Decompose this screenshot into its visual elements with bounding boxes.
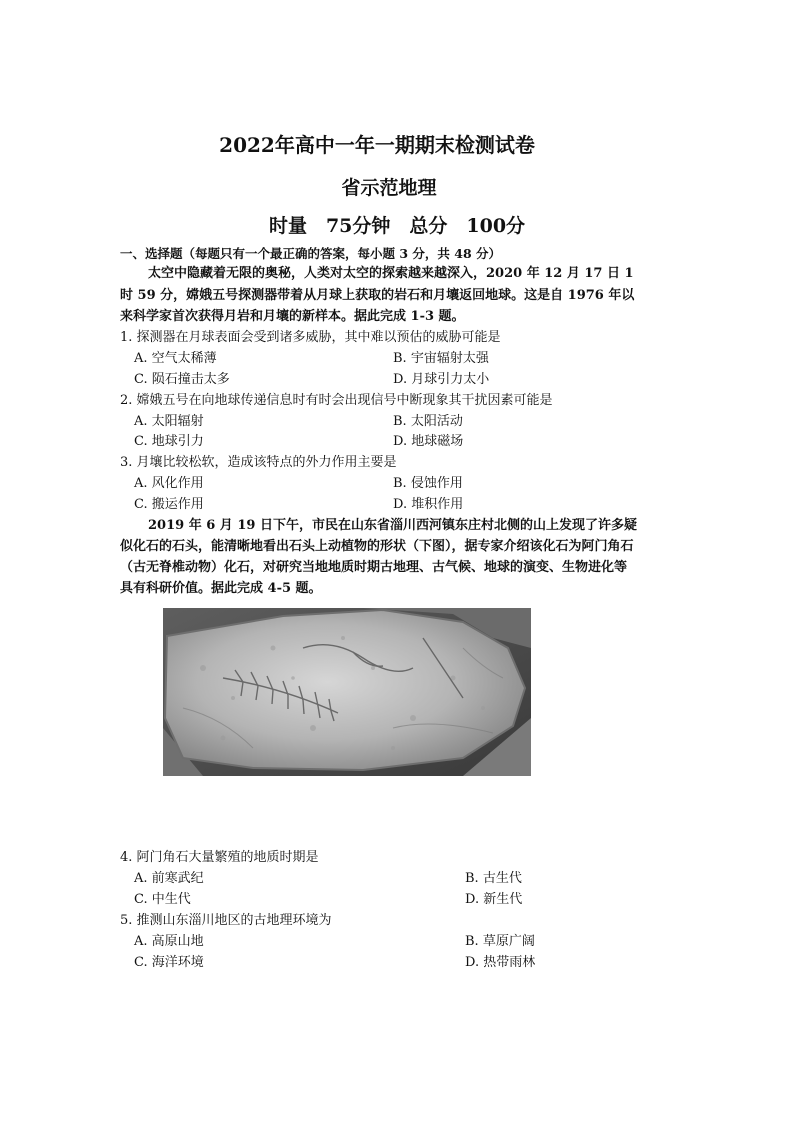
passage1-line2: 时 59 分，嫦娥五号探测器带着从月球上获取的岩石和月壤返回地球。这是自 1976 年以	[120, 288, 635, 303]
question-5-stem: 5. 推测山东淄川地区的古地理环境为	[120, 913, 332, 928]
question-4-option-a[interactable]: A. 前寒武纪	[134, 871, 204, 886]
question-4-option-c[interactable]: C. 中生代	[134, 892, 191, 907]
question-3-option-b[interactable]: B. 侵蚀作用	[393, 476, 463, 491]
question-3-option-c[interactable]: C. 搬运作用	[134, 497, 204, 512]
question-1-stem: 1. 探测器在月球表面会受到诸多威胁，其中难以预估的威胁可能是	[120, 330, 501, 345]
question-1-option-c[interactable]: C. 陨石撞击太多	[134, 372, 230, 387]
question-5-option-c[interactable]: C. 海洋环境	[134, 955, 204, 970]
section-heading: 一、选择题（每题只有一个最正确的答案，每小题 3 分，共 48 分）	[120, 246, 502, 261]
question-2-option-c[interactable]: C. 地球引力	[134, 434, 204, 449]
question-5-option-b[interactable]: B. 草原广阔	[465, 934, 535, 949]
fossil-rock-photo	[163, 608, 531, 776]
question-5-option-d[interactable]: D. 热带雨林	[465, 955, 536, 970]
question-3-stem: 3. 月壤比较松软，造成该特点的外力作用主要是	[120, 455, 397, 470]
exam-title: 2022年高中一年一期期末检测试卷	[219, 133, 535, 157]
question-2-option-b[interactable]: B. 太阳活动	[393, 414, 463, 429]
question-5-option-a[interactable]: A. 高原山地	[134, 934, 204, 949]
passage1-line3: 来科学家首次获得月岩和月壤的新样本。据此完成 1-3 题。	[120, 309, 465, 324]
exam-meta: 时量 75分钟 总分 100分	[268, 215, 526, 237]
passage2-line3: （古无脊椎动物）化石，对研究当地地质时期古地理、古气候、地球的演变、生物进化等	[120, 560, 628, 575]
question-3-option-d[interactable]: D. 堆积作用	[393, 497, 464, 512]
question-2-stem: 2. 嫦娥五号在向地球传递信息时有时会出现信号中断现象其干扰因素可能是	[120, 393, 553, 408]
question-1-option-a[interactable]: A. 空气太稀薄	[134, 351, 217, 366]
question-4-option-b[interactable]: B. 古生代	[465, 871, 522, 886]
question-4-option-d[interactable]: D. 新生代	[465, 892, 523, 907]
question-2-option-d[interactable]: D. 地球磁场	[393, 434, 464, 449]
question-3-option-a[interactable]: A. 风化作用	[134, 476, 204, 491]
passage2-line1: 2019 年 6 月 19 日下午，市民在山东省淄川西河镇东庄村北侧的山上发现了许多疑	[148, 518, 637, 533]
question-1-option-b[interactable]: B. 宇宙辐射太强	[393, 351, 489, 366]
passage1-line1: 太空中隐藏着无限的奥秘，人类对太空的探索越来越深入，2020 年 12 月 17 日 1	[148, 266, 634, 281]
question-1-option-d[interactable]: D. 月球引力太小	[393, 372, 490, 387]
exam-subtitle: 省示范地理	[341, 177, 437, 199]
question-2-option-a[interactable]: A. 太阳辐射	[134, 414, 204, 429]
passage2-line4: 具有科研价值。据此完成 4-5 题。	[120, 581, 322, 596]
passage2-line2: 似化石的石头，能清晰地看出石头上动植物的形状（下图），据专家介绍该化石为阿门角石	[120, 539, 634, 554]
question-4-stem: 4. 阿门角石大量繁殖的地质时期是	[120, 850, 319, 865]
